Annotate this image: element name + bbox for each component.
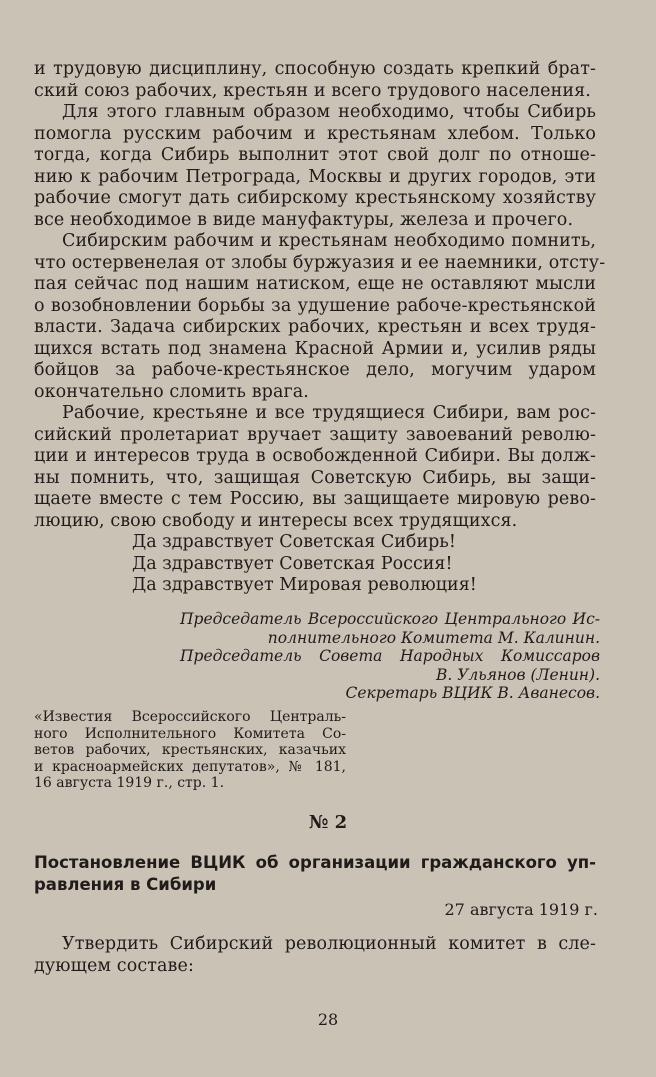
body-paragraph (34, 102, 596, 231)
body-paragraph (34, 231, 606, 403)
signature-line: В. Ульянов (Ленин). (435, 665, 600, 684)
body-paragraph (34, 403, 596, 532)
text-line: о возобновлении борьбы за удушение рабоче-крестьянской (34, 295, 596, 316)
text-line: власти. Задача сибирских рабочих, крестьян и всех трудя- (34, 317, 596, 337)
signature-line: Председатель Всероссийского Центрального Ис- (180, 610, 600, 628)
text-line: тогда, когда Сибирь выполнит этот свой долг по отноше- (34, 145, 596, 165)
text-line: сийский пролетариат вручает защиту завоеваний револю- (34, 424, 596, 445)
document-heading (34, 852, 596, 895)
text-line: пая сейчас под нашим натиском, еще не оставляют мысли (34, 274, 596, 294)
body-paragraph (34, 934, 596, 977)
signature-line: Председатель Совета Народных Комиссаров (180, 647, 600, 665)
text-line: окончательно сломить врага. (34, 381, 309, 402)
text-line: ции и интересов труда в освобожденной Сибири. Вы долж- (34, 446, 596, 466)
heading-line: Постановление ВЦИК об организации гражданского уп- (34, 853, 596, 872)
text-line: и трудовую дисциплину, способную создать крепкий брат- (34, 59, 596, 79)
signatures (180, 610, 600, 703)
slogans (132, 532, 477, 597)
slogan: Да здравствует Советская Сибирь! (132, 532, 456, 552)
document-date: 27 августа 1919 г. (444, 900, 598, 919)
slogan: Да здравствует Советская Россия! (132, 553, 453, 574)
signature-line: полнительного Комитета М. Калинин. (267, 628, 600, 647)
heading-line: равления в Сибири (34, 874, 217, 894)
citation-line: ного Исполнительного Комитета Со- (34, 725, 346, 742)
citation-line: 16 августа 1919 г., стр. 1. (34, 775, 225, 791)
page-number: 28 (317, 1010, 339, 1029)
text-line: дующем составе: (34, 955, 194, 976)
text-line: Утвердить Сибирский революционный комитет в сле- (62, 934, 596, 954)
text-line: Сибирским рабочим и крестьянам необходимо помнить, (62, 231, 596, 251)
body-paragraph (34, 59, 596, 102)
text-line: все необходимое в виде мануфактуры, железа и прочего. (34, 209, 574, 230)
slogan: Да здравствует Мировая революция! (132, 575, 477, 595)
citation-line: «Известия Всероссийского Централь- (34, 709, 346, 725)
text-line: помогла русским рабочим и крестьянам хлебом. Только (34, 123, 596, 144)
text-line: люцию, свою свободу и интересы всех трудящихся. (34, 510, 518, 531)
citation-line: ветов рабочих, крестьянских, казачьих (34, 742, 346, 758)
text-line: Рабочие, крестьяне и все трудящиеся Сибири, вам рос- (62, 403, 596, 423)
text-line: щаете вместе с тем Россию, вы защищаете мировую рево- (34, 489, 596, 509)
text-line: щихся встать под знамена Красной Армии и, усилив ряды (34, 338, 596, 359)
document-number: № 2 (308, 812, 348, 833)
text-line: рабочие смогут дать сибирскому крестьянскому хозяйству (34, 188, 596, 208)
citation-line: и красноармейских депутатов», № 181, (34, 758, 346, 775)
text-line: бойцов за рабоче-крестьянское дело, могучим ударом (34, 360, 596, 380)
signature-line: Секретарь ВЦИК В. Аванесов. (345, 684, 600, 702)
text-line: ны помнить, что, защищая Советскую Сибирь, вы защи- (34, 467, 596, 488)
text-line: ский союз рабочих, крестьян и всего трудового населения. (34, 80, 591, 101)
text-line: Для этого главным образом необходимо, чтобы Сибирь (62, 102, 596, 122)
source-citation (34, 709, 346, 792)
text-line: что остервенелая от злобы буржуазия и ее наемники, отсту- (34, 252, 606, 273)
text-line: нию к рабочим Петрограда, Москвы и других городов, эти (34, 166, 596, 187)
